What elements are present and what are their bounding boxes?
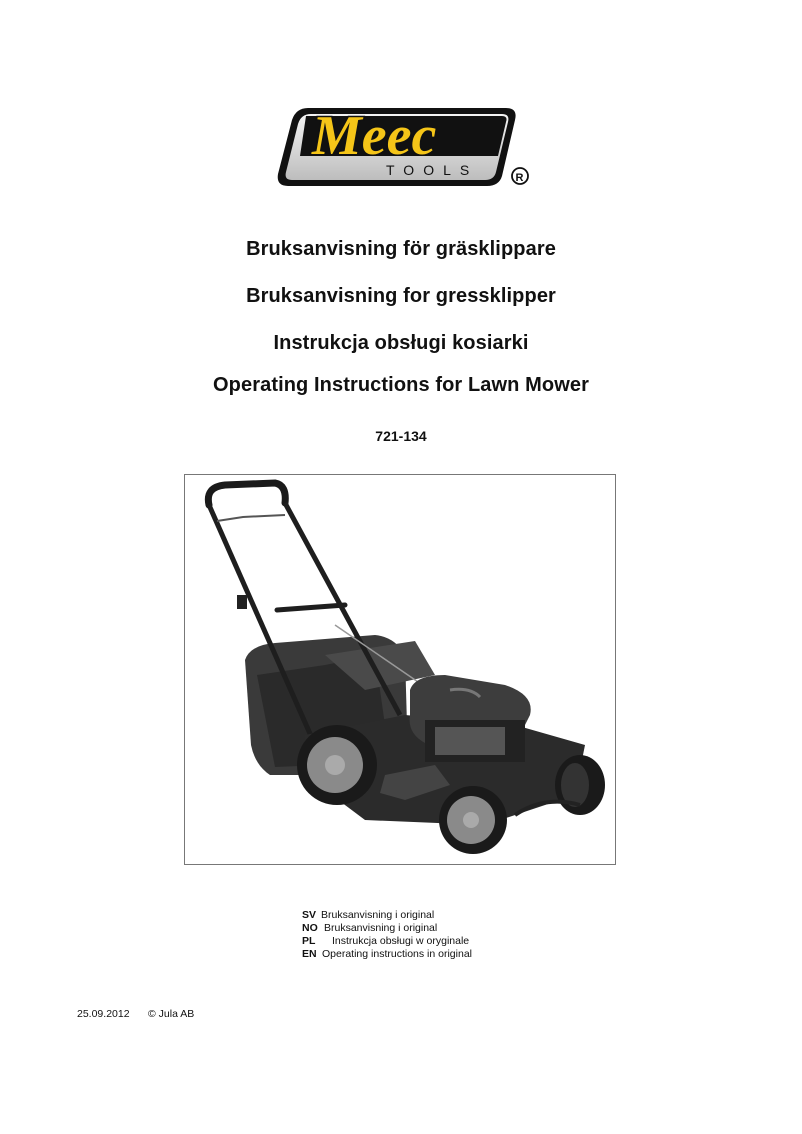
language-item-pl	[302, 935, 472, 948]
language-item-sv	[302, 909, 472, 922]
language-list	[302, 909, 472, 961]
language-code: NO	[302, 922, 318, 934]
title-polish: Instrukcja obsługi kosiarki	[273, 332, 529, 354]
copyright: © Jula AB	[148, 1008, 195, 1020]
title-english: Operating Instructions for Lawn Mower	[213, 374, 589, 396]
lawn-mower-image-icon	[185, 475, 615, 864]
product-image-frame	[184, 474, 616, 865]
language-text: Operating instructions in original	[322, 948, 472, 960]
language-text: Bruksanvisning i original	[324, 922, 438, 934]
svg-text:R: R	[515, 172, 524, 184]
language-code: SV	[302, 909, 317, 921]
footer	[77, 1008, 194, 1020]
title-norwegian: Bruksanvisning for gressklipper	[246, 285, 556, 307]
model-number: 721-134	[375, 428, 427, 444]
language-text: Bruksanvisning i original	[321, 909, 435, 921]
language-item-no	[302, 922, 472, 935]
language-text: Instrukcja obsługi w oryginale	[332, 935, 470, 947]
language-code: PL	[302, 935, 316, 947]
svg-text:Meec: Meec	[312, 105, 437, 167]
language-item-en	[302, 948, 472, 961]
meec-tools-logo-icon	[274, 100, 534, 192]
brand-logo	[274, 100, 534, 192]
svg-text:TOOLS: TOOLS	[386, 162, 479, 178]
document-date: 25.09.2012	[77, 1008, 130, 1020]
title-swedish: Bruksanvisning för gräsklippare	[246, 238, 556, 260]
language-code: EN	[302, 948, 317, 960]
